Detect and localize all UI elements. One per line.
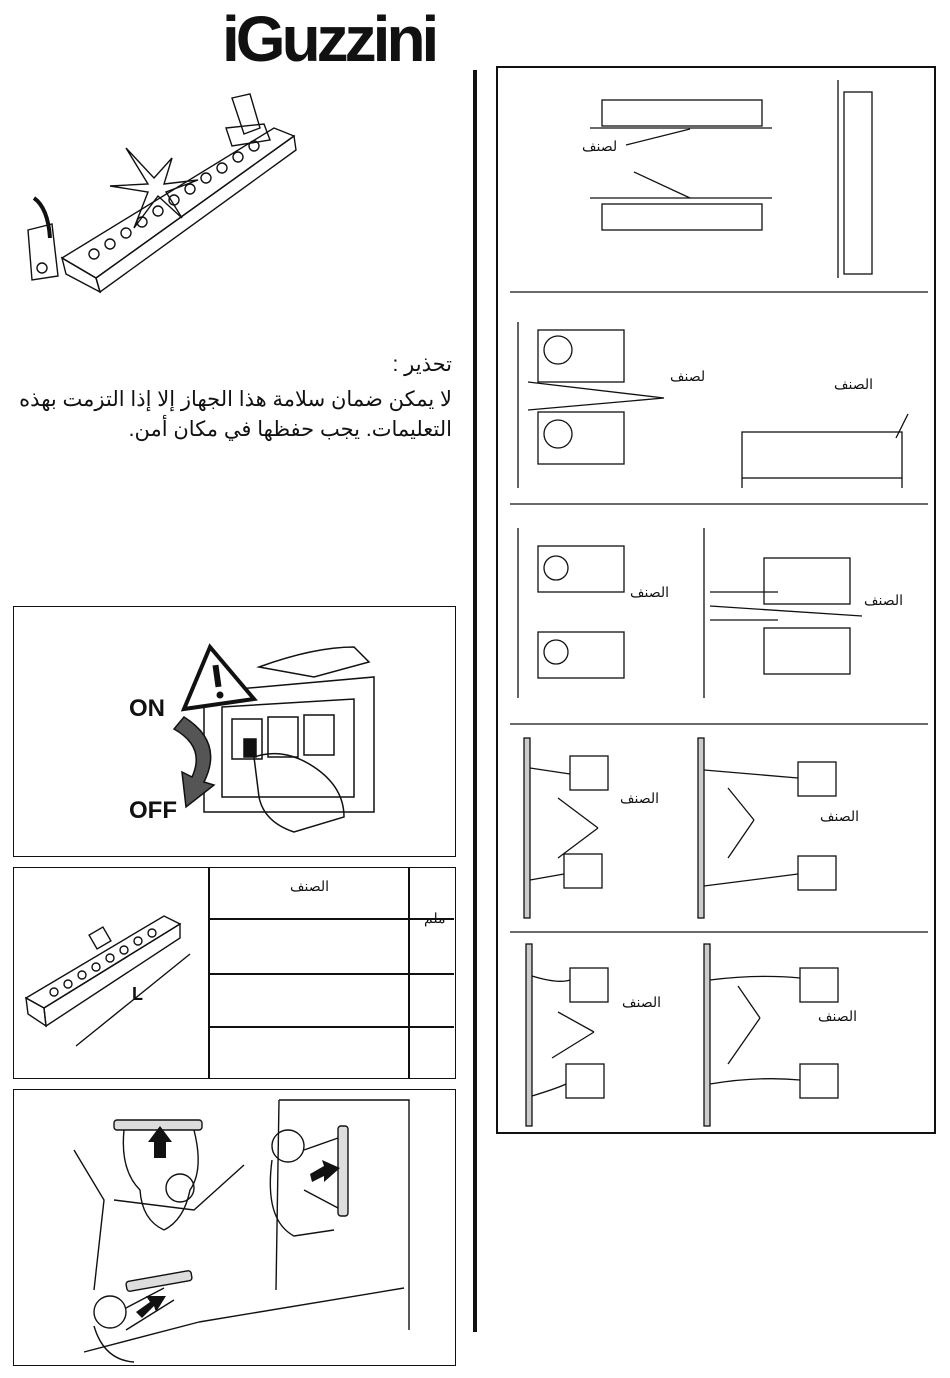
mount-label-3a: الصنف (630, 584, 670, 600)
mount-label-2b: الصنف (834, 376, 874, 392)
dimension-panel (13, 867, 456, 1079)
warning-body: لا يمكن ضمان سلامة هذا الجهاز إلا إذا التزمت بهذه التعليمات. يجب حفظها في مكان أمن. (19, 388, 452, 441)
warning-title: تحذير : (392, 353, 452, 376)
off-label: OFF (129, 797, 177, 824)
curved-arrow-down-icon (174, 717, 214, 807)
length-label: L (132, 984, 143, 1004)
mount-label-4b: الصنف (820, 808, 860, 824)
mount-label-5a: الصنف (622, 994, 662, 1010)
mount-label-2a: لصنف (670, 368, 706, 384)
warning-triangle-icon (184, 647, 254, 709)
installation-panel (13, 1089, 456, 1366)
switch-off-panel (13, 606, 456, 857)
unit-header: ملم (424, 910, 446, 926)
brand-logo: iGuzzini (222, 3, 436, 75)
mount-label-3b: الصنف (864, 592, 904, 608)
mount-label-1a: لصنف (582, 138, 618, 154)
mount-label-4a: الصنف (620, 790, 660, 806)
mount-label-5b: الصنف (818, 1008, 858, 1024)
on-label: ON (129, 695, 165, 722)
arrow-right-icon (310, 1160, 340, 1182)
col-header: الصنف (290, 878, 330, 894)
arrow-up-icon (148, 1126, 172, 1158)
page-divider (473, 70, 477, 1332)
product-illustration (14, 88, 304, 303)
mounting-panel (496, 66, 936, 1134)
